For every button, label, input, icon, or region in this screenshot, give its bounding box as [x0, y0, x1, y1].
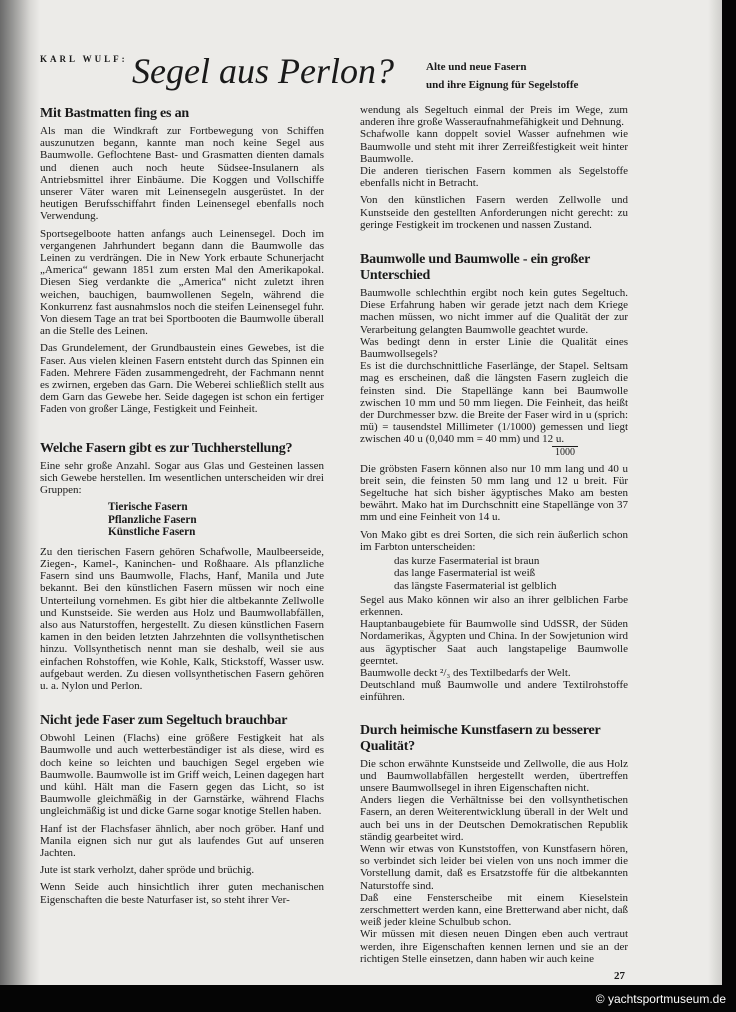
paragraph: Von Mako gibt es drei Sorten, die sich rein äußerlich schon im Farbton unterscheiden:: [360, 528, 628, 553]
paragraph: Wenn Seide auch hinsichtlich ihrer guten mechanischen Eigenschaften die beste Naturfaser ist, so steht ihrer Ver-: [40, 881, 324, 906]
paragraph: Baumwolle schlechthin ergibt noch kein gutes Segeltuch. Diese Erfahrung haben wir gerade jetzt nach dem Kriege machen müssen, wo nicht immer auf die Qualität der zur Verarbeitung gelangten Baumwolle geachtet wurde.: [360, 287, 628, 336]
paragraph: Als man die Windkraft zur Fortbewegung von Schiffen auszunutzen begann, kannte man noch keine Segel aus Baumwolle. Geflochtene Bast- und Grasmatten dienten damals und dienen auch noch heute Südsee-Insulanern als Antriebsmittel ihrer Einbäume. Die Koggen und Vollschiffe unserer Väter waren mit Leinensegeln ausgerüstet. In der heutigen Berufsschiffahrt finden Leinensegel ebenfalls noch Verwendung.: [40, 125, 324, 223]
scan-border-right: [722, 0, 736, 1012]
paragraph: Das Grundelement, der Grundbaustein eines Gewebes, ist die Faser. Aus vielen kleinen Fasern entsteht durch das Spinnen ein Faden. Mehrere Fäden zusammengedreht, der Fachmann nennt es zwirnen, ergeben das Garn. Die Weberei schließlich stellt aus dem Garn das Gewebe her. Seide dagegen ist schon ein fertiger Faden von großer Länge, Festigkeit und Feinheit.: [40, 342, 324, 416]
paragraph: Es ist die durchschnittliche Faserlänge, der Stapel. Seltsam mag es erscheinen, daß die längsten Fasern zugleich die feinsten sind. Die Stapellänge kann bei Baumwolle zwischen 10 mm und 50 mm liegen. Die Feinheit, das heißt der Durchmesser bzw. die Breite der Faser wird in u (sprich: mü) = tausendstel Millimeter (1/1000) gemessen und liegt zwischen 40 u (0,040 mm = 40 mm) und 12 u.: [360, 360, 628, 446]
section-heading: Nicht jede Faser zum Segeltuch brauchbar: [40, 713, 288, 729]
article-title: Segel aus Perlon?: [132, 51, 394, 91]
paragraph: Die anderen tierischen Fasern kommen als Segelstoffe ebenfalls nicht in Betracht.: [360, 165, 628, 190]
list-item: das kurze Fasermaterial ist braun: [394, 555, 540, 568]
paragraph: Daß eine Fensterscheibe mit einem Kieselstein zerschmettert werden kann, eine Bretterwand aber nicht, daß weiß jeder kleine Schulbub schon.: [360, 891, 628, 929]
subtitle-line: und ihre Eignung für Segelstoffe: [426, 79, 579, 91]
section-heading: Mit Bastmatten fing es an: [40, 106, 189, 121]
paragraph: Was bedingt denn in erster Linie die Qualität eines Baumwollsegels?: [360, 335, 628, 361]
paragraph: Von den künstlichen Fasern werden Zellwolle und Kunstseide den gestellten Anforderungen nicht gerecht: zu geringe Festigkeit im trockenen und nassen Zustand.: [360, 194, 628, 231]
list-item: Künstliche Fasern: [108, 526, 196, 539]
paragraph: Hauptanbaugebiete für Baumwolle sind UdSSR, der Süden Nordamerikas, Ägypten und China. In der Sowjetunion wird aus ägyptischer Saat auch langstapelige Baumwolle geerntet.: [360, 618, 628, 667]
section-heading: Baumwolle und Baumwolle - ein großer Unterschied: [360, 252, 590, 284]
list-item: Tierische Fasern: [108, 501, 188, 514]
paragraph: Baumwolle deckt ²/₃ des Textilbedarfs der Welt.: [360, 666, 571, 679]
fiber-group-list: [108, 501, 324, 539]
paragraph: Hanf ist der Flachsfaser ähnlich, aber noch gröber. Hanf und Manila eignen sich nur gut als laufendes Gut auf unseren Jachten.: [40, 822, 324, 860]
paragraph: Die schon erwähnte Kunstseide und Zellwolle, die aus Holz und Baumwollabfällen hergestellt werden, übertreffen unsere Baumwollsegel in ihren Eigenschaften nicht.: [360, 757, 628, 794]
article-subtitle: [426, 58, 578, 94]
paragraph: Wir müssen mit diesen neuen Dingen eben auch vertraut werden, ihre Eigenschaften kennen lernen und sie an der richtigen Stelle einsetzen, dann haben wir auch keine: [360, 928, 628, 965]
mako-sorts-list: [394, 555, 628, 592]
paragraph: Eine sehr große Anzahl. Sogar aus Glas und Gesteinen lassen sich Gewebe herstellen. Im wesentlichen unterscheiden wir drei Gruppen:: [40, 459, 324, 497]
paragraph: Die gröbsten Fasern können also nur 10 mm lang und 40 u breit sein, die feinsten 50 mm lang und 12 u breit. Für Segeltuche hat sich bisher ägyptisches Mako am besten bewährt. Mako hat im Durchschnitt eine Stapellänge von 37 mm und eine Feinheit von 14 u.: [360, 462, 628, 524]
paragraph: Obwohl Leinen (Flachs) eine größere Festigkeit hat als Baumwolle und auch wetterbeständiger ist als diese, wird es doch keine so leichten und bauchigen Segel ergeben wie Baumwolle. Baumwolle ist im Griff weich, Leinen dagegen hart und kühl. Hält man die Fasern gegen das Licht, so ist Baumwolle gleichmäßig in der Garnstärke, während Flachs ungleichmäßig ist und dicke Garne sogar knotige Stellen haben.: [40, 732, 324, 818]
paragraph: Sportsegelboote hatten anfangs auch Leinensegel. Doch im vergangenen Jahrhundert begann dann die Baumwolle das Leinen zu verdrängen. Die in New York erbaute Schunerjacht „America“ gewann 1851 zum ersten Mal den Amerikapokal. Diesen Sieg verdankte die „America“ nicht zuletzt ihren weichen, bauchigen, baumwollenen Segeln, während die Konkurrenz fast ausnahmslos noch die steifen Leinensegel fuhr. Von diesem Tage an trat bei Sportbooten die Baumwolle überall an die Stelle des Leinen.: [40, 227, 324, 338]
paragraph: Wenn wir etwas von Kunststoffen, von Kunstfasern hören, so verbindet sich leider bei vielen von uns noch immer die Vorstellung damit, daß es Ersatzstoffe für die altbekannten Naturstoffe sind.: [360, 842, 628, 892]
page-number: 27: [614, 970, 625, 982]
page-edge: [708, 0, 722, 985]
paragraph: Segel aus Mako können wir also an ihrer gelblichen Farbe erkennen.: [360, 593, 628, 618]
author-byline: KARL WULF:: [40, 54, 128, 64]
paragraph: wendung als Segeltuch einmal der Preis im Wege, zum anderen ihre große Wasseraufnahmefähigkeit und Dehnung.: [360, 104, 628, 129]
section-heading: Durch heimische Kunstfasern zu besserer Qualität?: [360, 722, 601, 754]
list-item: das längste Fasermaterial ist gelblich: [394, 579, 557, 592]
list-item: Pflanzliche Fasern: [108, 513, 197, 526]
paragraph: Deutschland muß Baumwolle und andere Textilrohstoffe einführen.: [360, 679, 628, 704]
left-column: [40, 106, 324, 911]
binding-shadow: [0, 0, 40, 985]
paragraph: Anders liegen die Verhältnisse bei den vollsynthetischen Fasern, an deren Weiterentwicklung überall in der Welt und auch bei uns in der Deutschen Demokratischen Republik ständig gearbeitet wird.: [360, 794, 628, 843]
paragraph: Schafwolle kann doppelt soviel Wasser aufnehmen wie Baumwolle und steht mit ihrer Zerreißfestigkeit weit hinter Baumwolle.: [360, 128, 628, 165]
paragraph: Zu den tierischen Fasern gehören Schafwolle, Maulbeerseide, Ziegen-, Kamel-, Kaninchen- und Roßhaare. Als pflanzliche Fasern sind uns Baumwolle, Flachs, Hanf, Manila und Jute bekannt. Bei den künstlichen Fasern müssen wir noch eine Unterteilung vornehmen. Es gibt hier die altbekannte Zellwolle und Kunstseide. Sie werden aus Holz und Baumwollabfällen, also aus Naturstoffen, hergestellt. Zu diesen künstlichen Fasern kamen in den beiden letzten Jahrzehnten die vollsynthetischen hinzu. Vollsynthetisch nennt man sie deshalb, weil sie aus einfachen Rohstoffen, wie Kohle, Kalk, Stickstoff, Wasser usw. aufgebaut werden. Zu diesen vollsynthetischen Fasern gehören u. a. Nylon und Perlon.: [40, 545, 324, 693]
fraction-denominator: 1000: [360, 447, 628, 459]
subtitle-line: Alte und neue Fasern: [426, 61, 527, 73]
right-column: [360, 104, 628, 965]
section-heading: Welche Fasern gibt es zur Tuchherstellung?: [40, 440, 293, 456]
paragraph: Jute ist stark verholzt, daher spröde und brüchig.: [40, 864, 255, 877]
list-item: das lange Fasermaterial ist weiß: [394, 567, 536, 580]
watermark: © yachtsportmuseum.de: [595, 992, 726, 1006]
